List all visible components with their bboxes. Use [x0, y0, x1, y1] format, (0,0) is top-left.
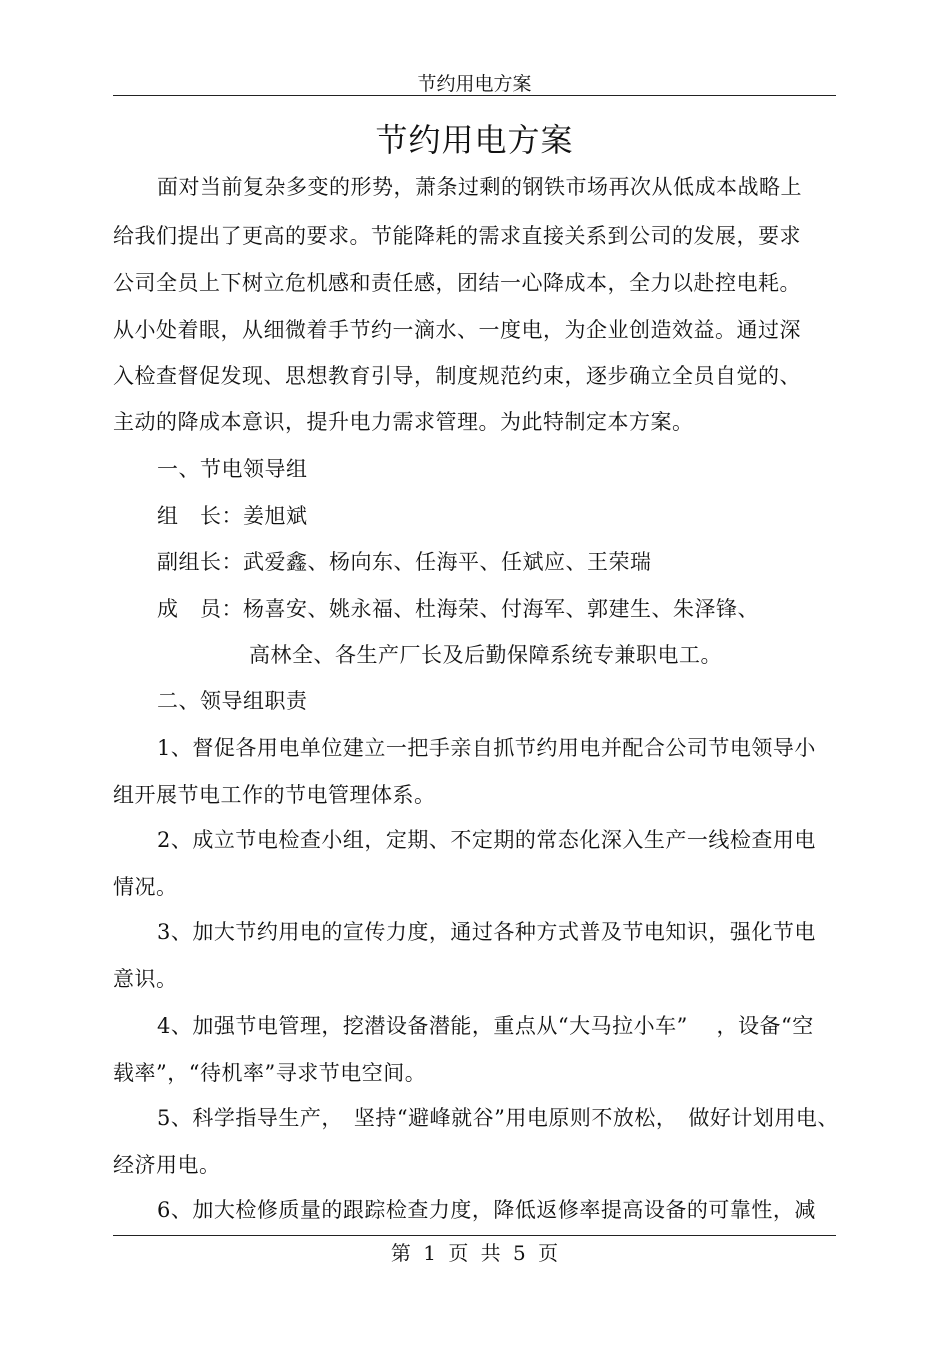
header-divider: [113, 95, 836, 96]
body-line: 给我们提出了更高的要求。节能降耗的需求直接关系到公司的发展，要求: [113, 224, 801, 248]
body-line: 2、成立节电检查小组，定期、不定期的常态化深入生产一线检查用电: [157, 828, 816, 852]
member-line: 高林全、各生产厂长及后勤保障系统专兼职电工。: [249, 643, 722, 667]
body-line: 面对当前复杂多变的形势，萧条过剩的钢铁市场再次从低成本战略上: [157, 175, 802, 199]
body-line: 经济用电。: [113, 1153, 221, 1177]
body-line: 组开展节电工作的节电管理体系。: [113, 783, 436, 807]
member-line: 组 长：姜旭斌: [157, 504, 308, 528]
page-number-footer: 第 1 页 共 5 页: [390, 1241, 559, 1265]
body-line: 6、加大检修质量的跟踪检查力度，降低返修率提高设备的可靠性，减: [157, 1198, 816, 1222]
body-line: 意识。: [113, 967, 178, 991]
running-header: 节约用电方案: [417, 73, 532, 95]
body-line: 情况。: [113, 875, 178, 899]
member-line: 副组长：武爱鑫、杨向东、任海平、任斌应、王荣瑞: [157, 550, 652, 574]
document-title: 节约用电方案: [375, 121, 574, 159]
body-line: 5、科学指导生产， 坚持“避峰就谷”用电原则不放松， 做好计划用电、: [157, 1106, 839, 1130]
body-line: 公司全员上下树立危机感和责任感，团结一心降成本，全力以赴控电耗。: [113, 271, 801, 295]
member-line: 成 员：杨喜安、姚永福、杜海荣、付海军、郭建生、朱泽锋、: [157, 597, 759, 621]
section-heading: 一、节电领导组: [157, 457, 308, 481]
body-line: 3、加大节约用电的宣传力度，通过各种方式普及节电知识，强化节电: [157, 920, 816, 944]
body-line: 入检查督促发现、思想教育引导，制度规范约束，逐步确立全员自觉的、: [113, 364, 801, 388]
footer-divider: [113, 1235, 836, 1236]
section-heading: 二、领导组职责: [157, 689, 308, 713]
body-line: 从小处着眼，从细微着手节约一滴水、一度电，为企业创造效益。通过深: [113, 318, 801, 342]
body-line: 1、督促各用电单位建立一把手亲自抓节约用电并配合公司节电领导小: [157, 736, 816, 760]
body-line: 主动的降成本意识，提升电力需求管理。为此特制定本方案。: [113, 410, 694, 434]
body-line: 载率”，“待机率”寻求节电空间。: [113, 1061, 427, 1085]
body-line: 4、加强节电管理，挖潜设备潜能，重点从“大马拉小车” ，设备“空: [157, 1014, 814, 1038]
